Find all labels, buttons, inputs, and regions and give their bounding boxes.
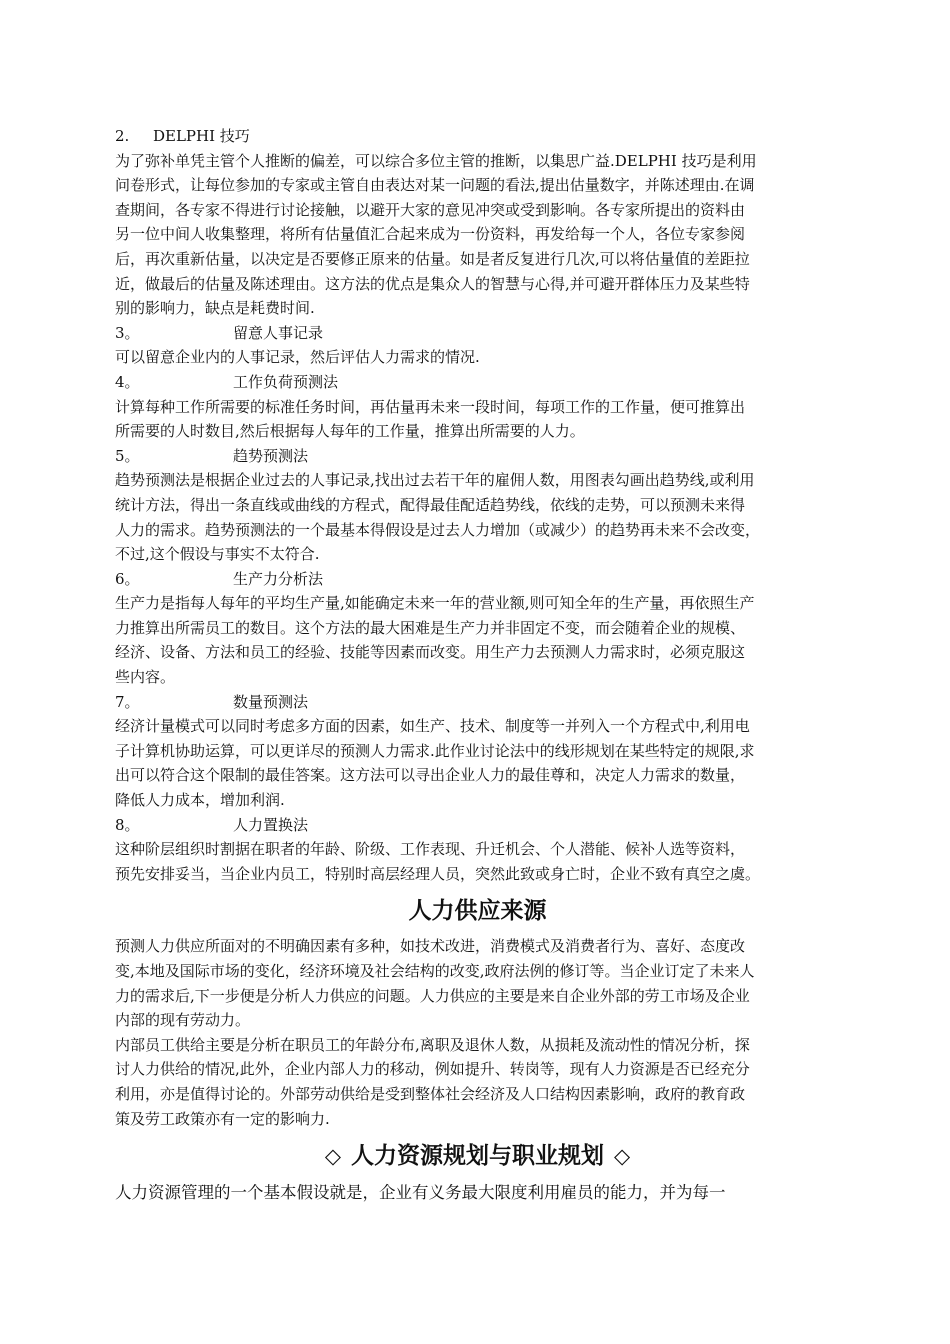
method-item-heading	[115, 124, 840, 149]
method-item-text-line: 后，再次重新估量，以决定是否要修正原来的估量。如是者反复进行几次,可以将估量值的差距拉	[115, 249, 750, 268]
method-item-heading	[115, 444, 840, 469]
method-item-title: 留意人事记录	[233, 323, 324, 342]
method-item-text-line: 别的影响力，缺点是耗费时间.	[115, 299, 315, 318]
method-item-text-line: 可以留意企业内的人事记录，然后评估人力需求的情况.	[115, 348, 480, 367]
method-item-heading	[115, 690, 840, 715]
diamond-icon: ◇	[614, 1144, 631, 1169]
method-item-text-line: 另一位中间人收集整理，将所有估量值汇合起来成为一份资料，再发给每一个人，各位专家参阅	[115, 225, 746, 244]
method-item-text-line: 力推算出所需员工的数目。这个方法的最大困难是生产力并非固定不变，而会随着企业的规模、	[115, 618, 746, 637]
method-item-number: 8。	[115, 815, 140, 834]
document-page	[115, 124, 840, 1207]
method-item-title: 数量预测法	[233, 692, 309, 711]
method-item-text-line: 子计算机协助运算，可以更详尽的预测人力需求.此作业讨论法中的线形规划在某些特定的规限,求	[115, 741, 755, 760]
method-item-text-line: 生产力是指每人每年的平均生产量,如能确定未来一年的营业额,则可知全年的生产量，再依照生产	[115, 594, 755, 613]
method-item-number: 2.	[115, 127, 130, 145]
method-item-number: 5。	[115, 446, 140, 465]
method-item-text-line: 统计方法，得出一条直线或曲线的方程式，配得最佳配适趋势线，依线的走势，可以预测未来得	[115, 495, 746, 514]
method-item-title: 生产力分析法	[233, 569, 324, 588]
method-item-text-line: 趋势预测法是根据企业过去的人事记录,找出过去若干年的雇佣人数，用图表勾画出趋势线,或利用	[115, 471, 755, 490]
method-item-number: 3。	[115, 323, 140, 342]
method-item-text-line: 不过,这个假设与事实不太符合.	[115, 545, 320, 564]
supply-paragraph-line: 利用，亦是值得讨论的。外部劳动供给是受到整体社会经济及人口结构因素影响，政府的教育政	[115, 1084, 746, 1103]
method-item-text-line: 查期间，各专家不得进行讨论接触，以避开大家的意见冲突或受到影响。各专家所提出的资料由	[115, 200, 746, 219]
method-item-title: 人力置换法	[233, 815, 309, 834]
supply-section-body	[115, 934, 840, 1131]
method-item-text-line: 预先安排妥当，当企业内员工，特别时高层经理人员，突然此致或身亡时，企业不致有真空之虞。	[115, 864, 761, 883]
method-item-number: 7。	[115, 692, 140, 711]
method-item-text-line: 为了弥补单凭主管个人推断的偏差，可以综合多位主管的推断，以集思广益.DELPHI 技巧是利用	[115, 151, 757, 170]
method-item-heading	[115, 813, 840, 838]
method-item-text-line: 降低人力成本，增加利润.	[115, 791, 285, 810]
supply-paragraph-line: 内部的现有劳动力。	[115, 1011, 251, 1030]
method-item-text-line: 近，做最后的估量及陈述理由。这方法的优点是集众人的智慧与心得,并可避开群体压力及某些特	[115, 274, 750, 293]
forecast-methods-list	[115, 124, 840, 886]
supply-paragraph-line: 内部员工供给主要是分析在职员工的年龄分布,离职及退休人数，从损耗及流动性的情况分析，探	[115, 1035, 750, 1054]
method-item-text-line: 计算每种工作所需要的标准任务时间，再估量再未来一段时间，每项工作的工作量，便可推算出	[115, 397, 746, 416]
method-item-text-line: 经济计量模式可以同时考虑多方面的因素，如生产、技术、制度等一并列入一个方程式中,利用电	[115, 717, 750, 736]
section-heading-career-text: 人力资源规划与职业规划	[351, 1142, 604, 1170]
career-section-body	[115, 1179, 840, 1207]
supply-paragraph-line: 力的需求后,下一步便是分析人力供应的问题。人力供应的主要是来自企业外部的劳工市场及企业	[115, 986, 750, 1005]
career-paragraph-line: 人力资源管理的一个基本假设就是，企业有义务最大限度利用雇员的能力，并为每一	[115, 1183, 726, 1203]
method-item-number: 6。	[115, 569, 140, 588]
method-item-heading	[115, 567, 840, 592]
method-item-number: 4。	[115, 372, 140, 391]
method-item-title: 工作负荷预测法	[233, 372, 339, 391]
section-heading-supply: 人力供应来源	[408, 897, 547, 925]
supply-paragraph-line: 讨人力供给的情况,此外，企业内部人力的移动，例如提升、转岗等，现有人力资源是否已经充分	[115, 1060, 750, 1079]
method-item-title: 趋势预测法	[233, 446, 309, 465]
method-item-text-line: 人力的需求。趋势预测法的一个最基本得假设是过去人力增加（或减少）的趋势再未来不会改变，	[115, 520, 761, 539]
supply-paragraph-line: 预测人力供应所面对的不明确因素有多种，如技术改进，消费模式及消费者行为、喜好、态度改	[115, 937, 746, 956]
method-item-text-line: 所需要的人时数目,然后根据每人每年的工作量，推算出所需要的人力。	[115, 422, 585, 441]
diamond-icon: ◇	[324, 1144, 341, 1169]
method-item-text-line: 出可以符合这个限制的最佳答案。这方法可以寻出企业人力的最佳尊和，决定人力需求的数量，	[115, 766, 746, 785]
method-item-title: DELPHI 技巧	[153, 127, 250, 145]
method-item-text-line: 这种阶层组织时割据在职者的年龄、阶级、工作表现、升迁机会、个人潜能、候补人选等资料，	[115, 840, 746, 859]
method-item-heading	[115, 321, 840, 346]
method-item-text-line: 经济、设备、方法和员工的经验、技能等因素而改变。用生产力去预测人力需求时，必须克服这	[115, 643, 746, 662]
method-item-heading	[115, 370, 840, 395]
method-item-text-line: 问卷形式，让每位参加的专家或主管自由表达对某一问题的看法,提出估量数字，并陈述理由.在调	[115, 176, 755, 195]
supply-paragraph-line: 变,本地及国际市场的变化，经济环境及社会结构的改变,政府法例的修订等。当企业订定了未来人	[115, 962, 755, 980]
section-heading-career	[115, 1139, 840, 1173]
method-item-text-line: 些内容。	[115, 668, 176, 687]
supply-paragraph-line: 策及劳工政策亦有一定的影响力.	[115, 1109, 330, 1128]
